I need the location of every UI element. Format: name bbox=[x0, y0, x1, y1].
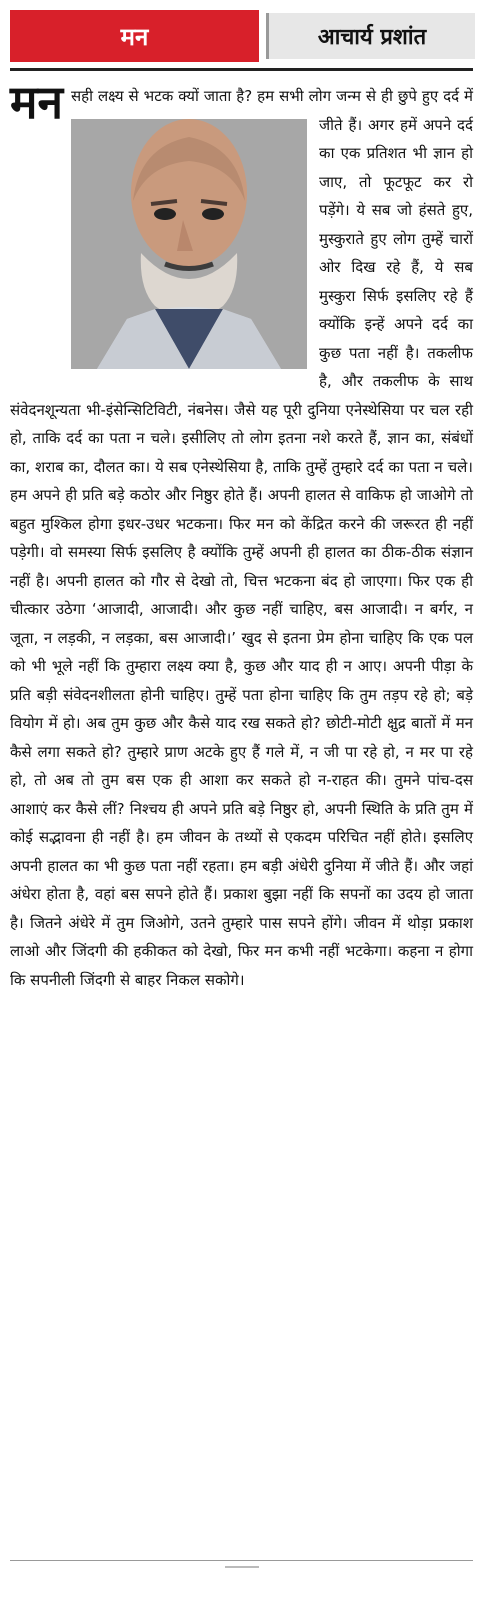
bottom-rule bbox=[10, 1560, 473, 1561]
header-banner bbox=[10, 10, 473, 62]
lead-text: सही लक्ष्य से भटक क्यों जाता है? हम सभी लोग जन्म से ही छुपे हुए दर्द में जीते हैं। अगर bbox=[71, 87, 473, 134]
article-body: हमें अपने दर्द का एक प्रतिशत भी ज्ञान हो जाए, तो फूटफूट कर रो पड़ेंगे। ये सब जो हंसते हुए, मुस्कुराते हुए लोग तुम्हें चारों ओर दिख रहे हैं, ये सब मुस्कुरा सिर्फ इसलिए रहे हैं क्योंकि इन्हें अपने दर्द का कुछ पता नहीं है। तकलीफ है, और तकलीफ के साथ संवेदनशून्यता भी-इंसेन्सिटिविटी, नंबनेस। जैसे यह पूरी दुनिया एनेस्थेसिया पर चल रही हो, ताकि दर्द का पता न चले। इसीलिए तो लोग इतना नशे करते हैं, ज्ञान का, संबंधों का, शराब का, दौलत का। ये सब एनेस्थेसिया है, ताकि तुम्हें तुम्हारे दर्द का पता न चले। हम अपने ही प्रति बड़े कठोर और निष्ठुर होते हैं। अपनी हालत से वाकिफ हो जाओगे तो बहुत मुश्किल होगा इधर-उधर भटकना। फिर मन को केंद्रित करने की जरूरत ही नहीं पड़ेगी। वो समस्या सिर्फ इसलिए है क्योंकि तुम्हें अपनी ही हालत का ठीक-ठीक संज्ञान नहीं है। अपनी हालत को गौर से देखो तो, चित्त भटकना बंद हो जाएगा। फिर एक ही चीत्कार उठेगा ‘आजादी, आजादी। और कुछ नहीं चाहिए, बस आजादी। न बर्गर, न जूता, न लड़की, न लड़का, बस आजादी।’ खुद से इतना प्रेम होना चाहिए कि एक पल को भी भूले नहीं कि तुम्हारा लक्ष्य क्या है, कुछ और याद ही न आए। अपनी पीड़ा के प्रति बड़ी संवेदनशीलता होनी चाहिए। तुम्हें पता होना चाहिए कि तुम तड़प रहे हो; बड़े वियोग में हो। अब तुम कुछ और कैसे याद रख सकते हो? छोटी-मोटी क्षुद्र बातों में मन कैसे लगा सकते हो? तुम्हारे प्राण अटके हुए हैं गले में, न जी पा रहे हो, न मर पा रहे हो, तो अब तो तुम बस एक ही आशा कर सकते हो न-राहत की। तुमने पांच-दस आशाएं कर कैसे लीं? निश्चय ही अपने प्रति बड़े निष्ठुर हो, अपनी स्थिति के प्रति तुम में कोई सद्भावना ही नहीं है। हम जीवन के तथ्यों से एकदम परिचित नहीं होते। इसलिए अपनी हालत का भी कुछ पता नहीं रहता। हम बड़ी अंधेरी दुनिया में जीते हैं। और जहां अंधेरा होता है, वहां बस सपने होते हैं। प्रकाश बुझा नहीं कि सपनों का उदय हो जाता है। जितने अंधेरे में तुम जिओगे, उतने तुम्हारे पास सपने होंगे। जीवन में थोड़ा प्रकाश लाओ और जिंदगी की हकीकत को देखो, फिर मन कभी नहीं भटकेगा। कहना न होगा कि सपनीली जिंदगी से बाहर निकल सकोगे। bbox=[10, 115, 473, 989]
top-rule bbox=[10, 68, 473, 71]
article bbox=[10, 75, 473, 994]
portrait-illustration bbox=[71, 119, 307, 369]
bottom-rule-accent bbox=[225, 1566, 259, 1568]
author-portrait-image bbox=[71, 119, 307, 369]
section-label: मन bbox=[10, 10, 259, 62]
author-name: आचार्य प्रशांत bbox=[266, 13, 475, 59]
lead-word: मन bbox=[10, 75, 64, 129]
